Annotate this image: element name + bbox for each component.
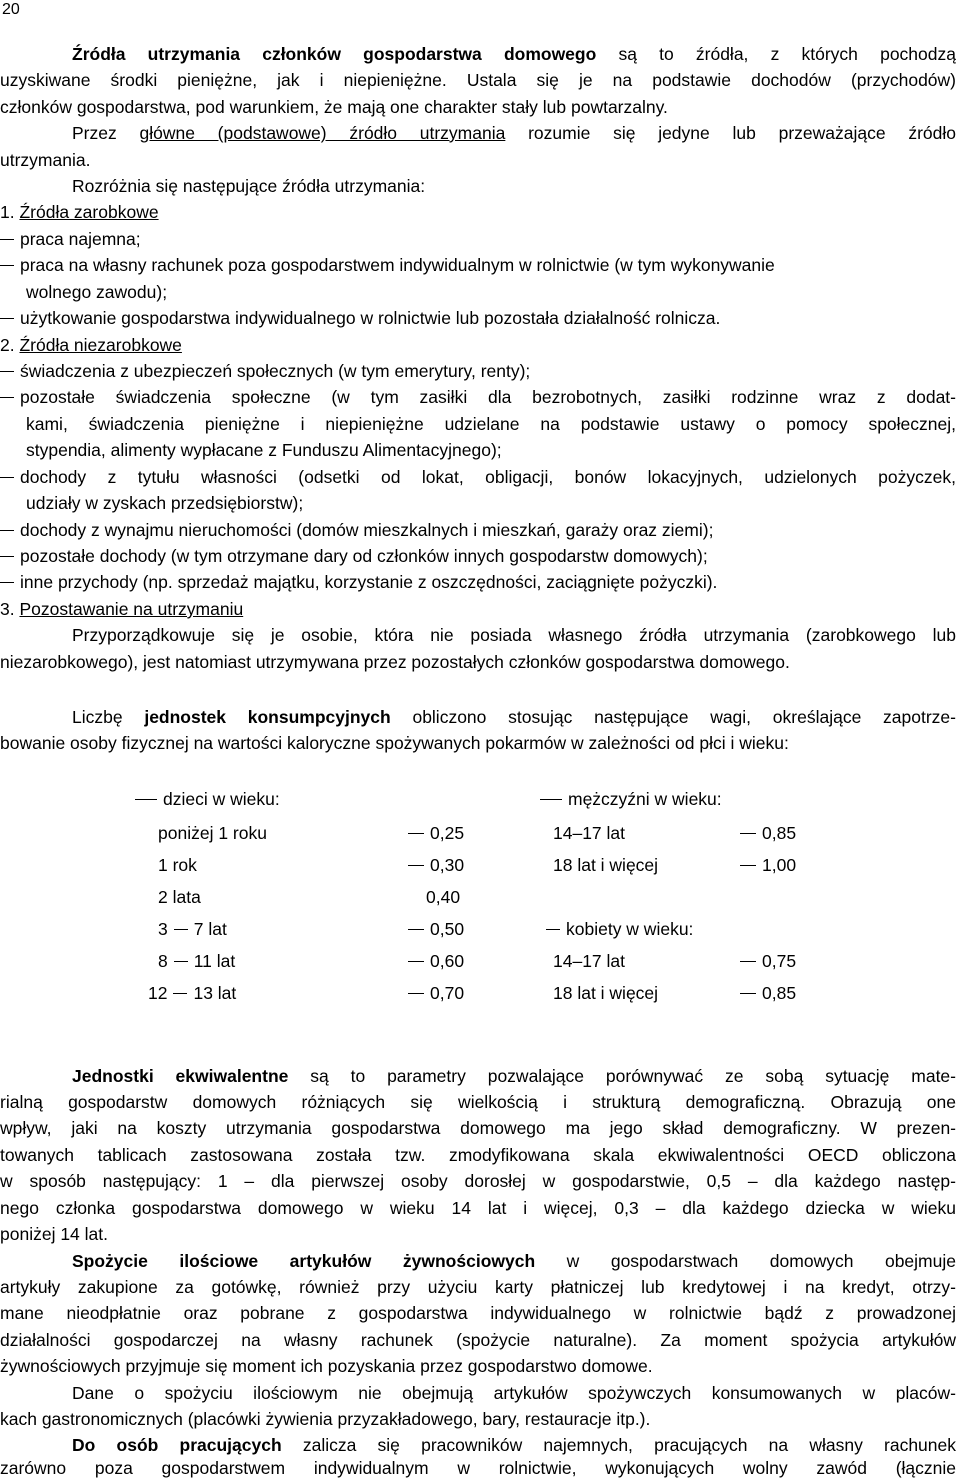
section-2-item-1-text: świadczenia z ubezpieczeń społecznych (w tym emerytury, renty); bbox=[20, 361, 531, 381]
children-weight-2 bbox=[408, 857, 464, 875]
section-2-item-2-cont-1: kami, świadczenia pieniężne i niepieniężne udzielane na podstawie ustawy o pomocy społecznej, bbox=[26, 414, 956, 434]
children-weight-2-value: 0,30 bbox=[430, 855, 465, 875]
p1-line-4-b: rozumie się jedyne lub przeważające źródło bbox=[505, 123, 956, 143]
children-age-1: poniżej 1 roku bbox=[158, 823, 267, 843]
dash-bullet bbox=[0, 530, 14, 531]
p1-line-4-a: Przez bbox=[72, 123, 140, 143]
cons-line-5: żywnościowych przyjmuje się moment ich pozyskania przez gospodarstwo domowe. bbox=[0, 1356, 653, 1376]
men-weight-2-value: 1,00 bbox=[762, 855, 797, 875]
equiv-line-2: rialną gospodarstw domowych różniących się wielkością i strukturą demograficzną. Obrazują one bbox=[0, 1092, 956, 1112]
section-1-item-1-text: praca najemna; bbox=[20, 229, 141, 249]
age-from: 8 bbox=[158, 951, 168, 971]
p1-line-2: uzyskiwane środki pieniężne, jak i niepieniężne. Ustala się je na podstawie dochodów (przychodów) bbox=[0, 70, 956, 90]
p1-line-1-text: są to źródła, z których pochodzą bbox=[596, 44, 956, 64]
p1-line-6: Rozróżnia się następujące źródła utrzymania: bbox=[72, 176, 426, 196]
dash-bullet bbox=[740, 865, 756, 866]
units-line-1 bbox=[72, 709, 956, 727]
cons-line-3: mane nieodpłatnie oraz pobrane z gospodarstwa indywidualnego w rolnictwie bądź z prowadzonej bbox=[0, 1303, 956, 1323]
term-equivalent-units: Jednostki ekwiwalentne bbox=[72, 1066, 289, 1086]
dash-bullet bbox=[0, 556, 14, 557]
term-main-source: główne (podstawowe) źródło utrzymania bbox=[139, 123, 506, 143]
dash-bullet bbox=[0, 265, 14, 266]
section-2-item-6-text: inne przychody (np. sprzedaż majątku, korzystanie z oszczędności, zaciągnięte pożyczki). bbox=[20, 572, 718, 592]
section-1-number: 1. bbox=[0, 202, 20, 222]
dash-bullet bbox=[408, 993, 424, 994]
dash-bullet bbox=[0, 371, 14, 372]
age-from: 12 bbox=[148, 983, 168, 1003]
cons-line-4: działalności gospodarczej na własny rachunek (spożycie naturalne). Za moment spożycia artykułów bbox=[0, 1330, 956, 1350]
children-age-3: 2 lata bbox=[158, 887, 201, 907]
workers-line-2: zarówno poza gospodarstwem indywidualnym w rolnictwie, wykonujących wolny zawód (łącznie bbox=[0, 1458, 956, 1478]
section-3-line-1: Przyporządkowuje się je osobie, która nie posiada własnego źródła utrzymania (zarobkowego lub bbox=[72, 625, 956, 645]
dash-bullet bbox=[408, 865, 424, 866]
men-header bbox=[540, 791, 722, 809]
section-2-item-2-text: pozostałe świadczenia społeczne (w tym zasiłki dla bezrobotnych, zasiłki rodzinne wraz z dodat- bbox=[20, 387, 956, 407]
children-age-4 bbox=[158, 921, 227, 939]
cons-line-7: kach gastronomicznych (placówki żywienia przyzakładowego, bary, restauracje itp.). bbox=[0, 1409, 651, 1429]
dash-bullet bbox=[540, 799, 562, 800]
section-2-item-3 bbox=[0, 469, 956, 487]
equiv-line-4: towanych tablicach zastosowana została tzw. zmodyfikowana skala ekwiwalentności OECD obliczona bbox=[0, 1145, 956, 1165]
section-2-item-6 bbox=[0, 574, 717, 592]
cons-line-1-text: w gospodarstwach domowych obejmuje bbox=[535, 1251, 956, 1271]
units-line-1-c: obliczono stosując następujące wagi, określające zapotrze- bbox=[390, 707, 956, 727]
dash-bullet bbox=[546, 929, 560, 930]
dash-bullet bbox=[408, 833, 424, 834]
dash-bullet bbox=[0, 477, 14, 478]
dash-bullet bbox=[135, 799, 157, 800]
dash-bullet bbox=[740, 993, 756, 994]
men-age-1: 14–17 lat bbox=[553, 823, 626, 843]
section-2-item-4-text: dochody z wynajmu nieruchomości (domów mieszkalnych i mieszkań, garaży oraz ziemi); bbox=[20, 520, 714, 540]
age-from: 3 bbox=[158, 919, 168, 939]
page-number: 20 bbox=[2, 1, 20, 18]
age-to: 13 lat bbox=[193, 983, 237, 1003]
women-weight-2-value: 0,85 bbox=[762, 983, 797, 1003]
dash-bullet bbox=[0, 318, 14, 319]
dash-bullet bbox=[408, 961, 424, 962]
section-3-title: Pozostawanie na utrzymaniu bbox=[19, 599, 244, 619]
women-weight-1-value: 0,75 bbox=[762, 951, 797, 971]
section-2-item-2 bbox=[0, 389, 956, 407]
units-line-2: bowanie osoby fizycznej na wartości kaloryczne spożywanych pokarmów w zależności od płci i wieku: bbox=[0, 733, 789, 753]
men-header-text: mężczyźni w wieku: bbox=[568, 789, 722, 809]
children-weight-1-value: 0,25 bbox=[430, 823, 465, 843]
cons-line-2: artykuły zakupione za gotówkę, również przy użyciu karty płatniczej lub kredytowej i na kredyt, otrzy- bbox=[0, 1277, 956, 1297]
children-weight-4-value: 0,50 bbox=[430, 919, 465, 939]
children-weight-6-value: 0,70 bbox=[430, 983, 465, 1003]
section-2-item-3-text: dochody z tytułu własności (odsetki od lokat, obligacji, bonów lokacyjnych, udzielonych pożyczek, bbox=[20, 467, 956, 487]
children-age-2: 1 rok bbox=[158, 855, 197, 875]
children-weight-3: 0,40 bbox=[426, 887, 461, 907]
section-2-heading bbox=[0, 337, 182, 355]
section-2-number: 2. bbox=[0, 335, 20, 355]
women-age-2: 18 lat i więcej bbox=[553, 983, 659, 1003]
section-3-heading bbox=[0, 601, 243, 619]
section-1-title: Źródła zarobkowe bbox=[19, 202, 159, 222]
dash-bullet bbox=[740, 961, 756, 962]
section-2-item-4 bbox=[0, 522, 713, 540]
term-sources-of-income: Źródła utrzymania członków gospodarstwa domowego bbox=[72, 44, 597, 64]
equiv-line-3: wpływ, jaki na koszty utrzymania gospodarstwa domowego ma jego skład demograficzny. W prezen- bbox=[0, 1118, 956, 1138]
children-header-text: dzieci w wieku: bbox=[163, 789, 280, 809]
equiv-line-1 bbox=[72, 1068, 956, 1086]
women-weight-1 bbox=[740, 953, 796, 971]
cons-line-6: Dane o spożyciu ilościowym nie obejmują artykułów spożywczych konsumowanych w placów- bbox=[72, 1383, 956, 1403]
children-weight-6 bbox=[408, 985, 464, 1003]
men-weight-1 bbox=[740, 825, 796, 843]
children-weight-4 bbox=[408, 921, 464, 939]
term-working-persons: Do osób pracujących bbox=[72, 1435, 282, 1455]
children-age-6 bbox=[148, 985, 236, 1003]
p1-line-1 bbox=[72, 46, 956, 64]
workers-line-1-text: zalicza się pracowników najemnych, pracujących na własny rachunek bbox=[281, 1435, 956, 1455]
women-weight-2 bbox=[740, 985, 796, 1003]
age-to: 11 lat bbox=[193, 951, 236, 971]
section-1-item-3 bbox=[0, 310, 720, 328]
section-2-item-5 bbox=[0, 548, 708, 566]
dash-bullet bbox=[174, 929, 188, 930]
cons-line-1 bbox=[72, 1253, 956, 1271]
children-age-5 bbox=[158, 953, 235, 971]
section-1-heading bbox=[0, 204, 159, 222]
children-weight-5 bbox=[408, 953, 464, 971]
p1-line-4 bbox=[72, 125, 956, 143]
women-header-text: kobiety w wieku: bbox=[566, 919, 694, 939]
men-age-2: 18 lat i więcej bbox=[553, 855, 659, 875]
section-3-number: 3. bbox=[0, 599, 20, 619]
dash-bullet bbox=[174, 961, 188, 962]
section-1-item-2-text: praca na własny rachunek poza gospodarstwem indywidualnym w rolnictwie (w tym wykonywanie bbox=[20, 255, 775, 275]
dash-bullet bbox=[0, 239, 14, 240]
p1-line-3: członków gospodarstwa, pod warunkiem, że mają one charakter stały lub powtarzalny. bbox=[0, 97, 668, 117]
section-2-item-1 bbox=[0, 363, 530, 381]
children-weight-5-value: 0,60 bbox=[430, 951, 465, 971]
equiv-line-6: nego członka gospodarstwa domowego w wieku 14 lat i więcej, 0,3 – dla każdego dziecka w wieku bbox=[0, 1198, 956, 1218]
dash-bullet bbox=[0, 397, 14, 398]
p1-line-5: utrzymania. bbox=[0, 150, 91, 170]
equiv-line-5: w sposób następujący: 1 – dla pierwszej osoby dorosłej w gospodarstwie, 0,5 – dla każdego następ- bbox=[0, 1171, 956, 1191]
term-food-consumption: Spożycie ilościowe artykułów żywnościowych bbox=[72, 1251, 536, 1271]
workers-line-1 bbox=[72, 1437, 956, 1455]
section-1-item-1 bbox=[0, 231, 141, 249]
men-weight-1-value: 0,85 bbox=[762, 823, 797, 843]
dash-bullet bbox=[740, 833, 756, 834]
term-consumption-units: jednostek konsumpcyjnych bbox=[144, 707, 391, 727]
dash-bullet bbox=[173, 993, 187, 994]
section-2-item-5-text: pozostałe dochody (w tym otrzymane dary od członków innych gospodarstw domowych); bbox=[20, 546, 708, 566]
children-header bbox=[135, 791, 280, 809]
equiv-line-7: poniżej 14 lat. bbox=[0, 1224, 108, 1244]
section-1-item-2 bbox=[0, 257, 775, 275]
units-line-1-a: Liczbę bbox=[72, 707, 145, 727]
section-1-item-3-text: użytkowanie gospodarstwa indywidualnego w rolnictwie lub pozostała działalność rolnicza. bbox=[20, 308, 721, 328]
section-3-line-2: niezarobkowego), jest natomiast utrzymywana przez pozostałych członków gospodarstwa domowego. bbox=[0, 652, 790, 672]
children-weight-1 bbox=[408, 825, 464, 843]
men-weight-2 bbox=[740, 857, 796, 875]
age-to: 7 lat bbox=[193, 919, 227, 939]
dash-bullet bbox=[0, 582, 14, 583]
women-header bbox=[546, 921, 693, 939]
section-2-title: Źródła niezarobkowe bbox=[19, 335, 182, 355]
women-age-1: 14–17 lat bbox=[553, 951, 626, 971]
section-2-item-3-cont: udziały w zyskach przedsiębiorstw); bbox=[26, 493, 304, 513]
equiv-line-1-text: są to parametry pozwalające porównywać ze sobą sytuację mate- bbox=[288, 1066, 956, 1086]
section-2-item-2-cont-2: stypendia, alimenty wypłacane z Funduszu Alimentacyjnego); bbox=[26, 440, 502, 460]
dash-bullet bbox=[408, 929, 424, 930]
section-1-item-2-cont: wolnego zawodu); bbox=[26, 282, 168, 302]
